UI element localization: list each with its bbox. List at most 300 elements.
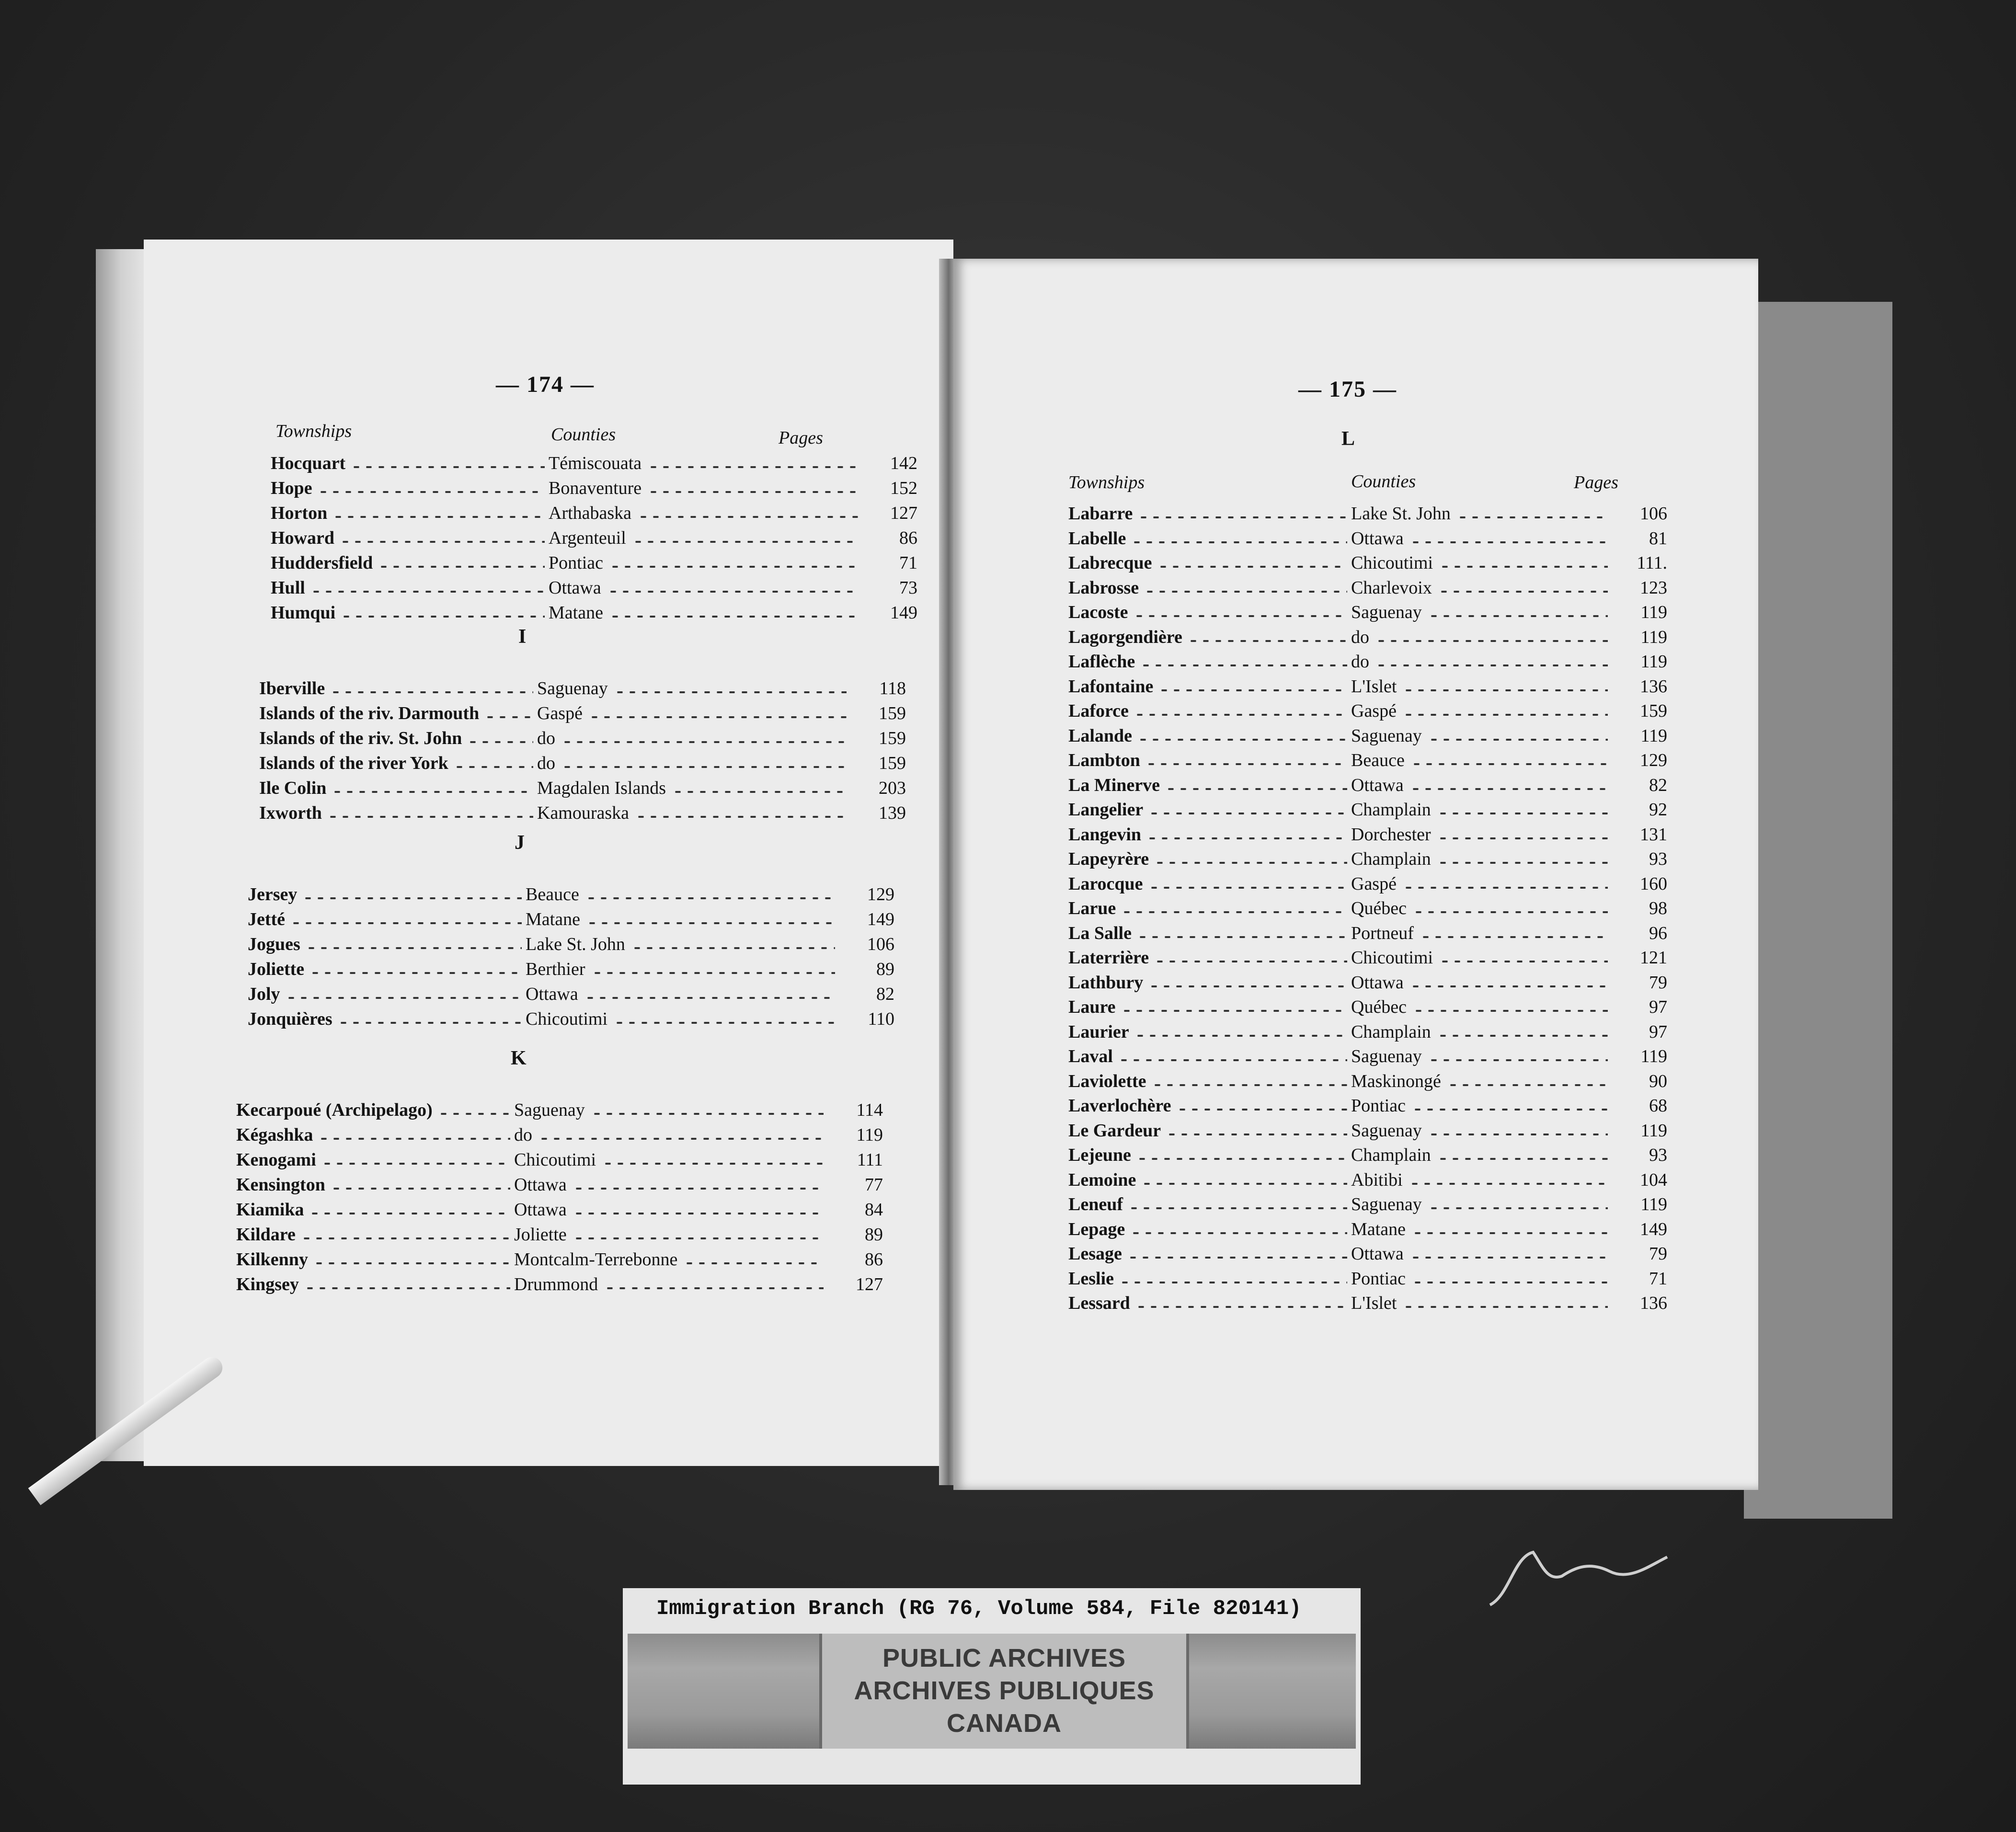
index-row bbox=[1068, 651, 1672, 676]
section-letter-k: K bbox=[511, 1047, 527, 1069]
right-header-counties: Counties bbox=[1351, 471, 1416, 492]
dot-leader bbox=[1145, 763, 1347, 765]
dot-leader bbox=[561, 741, 847, 743]
dot-leader bbox=[584, 997, 835, 999]
township-name: Ixworth bbox=[259, 803, 322, 823]
dot-leader bbox=[591, 1113, 824, 1115]
county-name: Berthier bbox=[526, 959, 585, 979]
dot-leader bbox=[304, 1287, 510, 1289]
section-letter-i: I bbox=[518, 626, 527, 648]
index-row bbox=[248, 984, 899, 1008]
dot-leader bbox=[1128, 1207, 1347, 1209]
county-name: Ottawa bbox=[1351, 1244, 1404, 1264]
index-row bbox=[248, 959, 899, 984]
dot-leader bbox=[1420, 936, 1608, 938]
index-row bbox=[1068, 898, 1672, 923]
index-row bbox=[1068, 1095, 1672, 1120]
page-ref: 104 bbox=[1640, 1169, 1667, 1190]
dot-leader bbox=[337, 1022, 522, 1024]
stamp-line-3: CANADA bbox=[947, 1709, 1062, 1738]
page-ref: 119 bbox=[1640, 1046, 1667, 1066]
dot-leader bbox=[1437, 837, 1608, 839]
index-row bbox=[1068, 552, 1672, 577]
county-name: Maskinongé bbox=[1351, 1071, 1441, 1091]
dot-leader bbox=[1133, 615, 1347, 617]
dot-leader bbox=[573, 1213, 824, 1214]
county-name: Pontiac bbox=[549, 553, 603, 573]
dot-leader bbox=[1148, 813, 1347, 814]
township-name: Laure bbox=[1068, 997, 1116, 1017]
page-ref: 129 bbox=[1640, 750, 1667, 770]
stamp-strip bbox=[628, 1634, 1356, 1749]
index-row bbox=[236, 1249, 888, 1274]
dot-leader bbox=[573, 1237, 824, 1239]
dot-leader bbox=[1154, 961, 1347, 962]
county-name: do bbox=[1351, 627, 1369, 647]
index-row bbox=[259, 753, 911, 778]
dot-leader bbox=[330, 1188, 510, 1190]
page-ref: 118 bbox=[879, 678, 906, 698]
township-name: Lambton bbox=[1068, 750, 1140, 770]
page-ref: 81 bbox=[1649, 528, 1667, 549]
page-ref: 82 bbox=[1649, 775, 1667, 795]
county-name: do bbox=[1351, 652, 1369, 672]
index-row bbox=[271, 527, 922, 552]
dot-leader bbox=[1137, 739, 1347, 741]
dot-leader bbox=[1409, 788, 1608, 790]
township-name: Iberville bbox=[259, 678, 325, 698]
county-name: Témiscouata bbox=[549, 453, 642, 473]
page-shadow bbox=[1744, 302, 1892, 1519]
index-row bbox=[236, 1199, 888, 1224]
page-ref: 119 bbox=[1640, 627, 1667, 647]
county-name: Champlain bbox=[1351, 1021, 1431, 1042]
township-name: Laviolette bbox=[1068, 1071, 1146, 1091]
index-row bbox=[1068, 725, 1672, 750]
dot-leader bbox=[1428, 739, 1608, 741]
dot-leader bbox=[1409, 541, 1608, 543]
county-name: Magdalen Islands bbox=[537, 778, 666, 798]
left-header-pages: Pages bbox=[779, 428, 823, 448]
dot-leader bbox=[1439, 961, 1608, 962]
page-ref: 77 bbox=[865, 1175, 883, 1195]
index-row bbox=[1068, 848, 1672, 873]
dot-leader bbox=[588, 716, 847, 718]
dot-leader bbox=[609, 566, 858, 568]
index-row bbox=[1068, 972, 1672, 997]
county-name: Québec bbox=[1351, 898, 1407, 918]
township-name: Lemoine bbox=[1068, 1169, 1136, 1190]
index-row bbox=[1068, 775, 1672, 800]
township-name: Laforce bbox=[1068, 701, 1129, 721]
index-row bbox=[1068, 1268, 1672, 1293]
county-name: Champlain bbox=[1351, 800, 1431, 820]
township-name: Islands of the riv. St. John bbox=[259, 728, 462, 748]
county-name: Pontiac bbox=[1351, 1096, 1406, 1116]
dot-leader bbox=[302, 897, 522, 899]
county-name: Ottawa bbox=[1351, 972, 1404, 993]
index-row bbox=[271, 552, 922, 577]
dot-leader bbox=[591, 972, 835, 974]
page-ref: 136 bbox=[1640, 676, 1667, 697]
township-name: Laflèche bbox=[1068, 652, 1135, 672]
dot-leader bbox=[1439, 566, 1608, 568]
township-name: Kensington bbox=[236, 1175, 325, 1195]
township-name: Kiamika bbox=[236, 1200, 304, 1220]
page-ref: 82 bbox=[876, 984, 894, 1004]
county-name: Lake St. John bbox=[526, 934, 625, 954]
index-row bbox=[1068, 1293, 1672, 1317]
county-name: Bonaventure bbox=[549, 478, 642, 498]
dot-leader bbox=[1409, 1183, 1608, 1185]
township-name: Laterrière bbox=[1068, 948, 1149, 968]
county-name: do bbox=[514, 1125, 532, 1145]
township-name: Joliette bbox=[248, 959, 305, 979]
township-name: Huddersfield bbox=[271, 553, 373, 573]
index-row bbox=[248, 934, 899, 959]
county-name: Montcalm-Terrebonne bbox=[514, 1249, 678, 1270]
dot-leader bbox=[1141, 1183, 1347, 1185]
county-name: Charlevoix bbox=[1351, 577, 1432, 598]
dot-leader bbox=[437, 1113, 510, 1115]
page-ref: 71 bbox=[899, 553, 917, 573]
dot-leader bbox=[1118, 1059, 1347, 1061]
page-ref: 119 bbox=[1640, 1194, 1667, 1214]
index-row bbox=[1068, 528, 1672, 553]
dot-leader bbox=[637, 516, 858, 518]
county-name: Ottawa bbox=[514, 1175, 567, 1195]
county-name: Kamouraska bbox=[537, 803, 630, 823]
dot-leader bbox=[1136, 936, 1347, 938]
left-header-counties: Counties bbox=[551, 424, 616, 445]
index-row bbox=[1068, 873, 1672, 898]
county-name: L'Islet bbox=[1351, 676, 1397, 697]
dot-leader bbox=[1410, 763, 1608, 765]
dot-leader bbox=[1411, 1282, 1608, 1283]
township-name: Lacoste bbox=[1068, 602, 1128, 622]
county-name: Gaspé bbox=[1351, 701, 1397, 721]
dot-leader bbox=[1437, 1035, 1608, 1037]
index-row bbox=[1068, 1046, 1672, 1071]
township-name: Labarre bbox=[1068, 504, 1133, 524]
page-ref: 79 bbox=[1649, 1244, 1667, 1264]
county-name: Abitibi bbox=[1351, 1169, 1403, 1190]
township-name: Kégashka bbox=[236, 1125, 313, 1145]
county-name: Saguenay bbox=[1351, 1046, 1422, 1066]
dot-leader bbox=[1402, 714, 1608, 716]
index-row bbox=[1068, 750, 1672, 775]
county-name: Chicoutimi bbox=[1351, 553, 1433, 573]
index-row bbox=[1068, 1120, 1672, 1145]
township-name: Islands of the river York bbox=[259, 753, 448, 773]
page-ref: 110 bbox=[868, 1009, 894, 1029]
page-ref: 159 bbox=[879, 703, 906, 723]
section-letter-l: L bbox=[1341, 428, 1355, 450]
index-row bbox=[236, 1224, 888, 1249]
scribble-mark bbox=[1480, 1538, 1672, 1614]
dot-leader bbox=[585, 897, 835, 899]
dot-leader bbox=[1428, 1207, 1608, 1209]
county-name: Champlain bbox=[1351, 849, 1431, 869]
dot-leader bbox=[647, 491, 858, 493]
township-name: Laval bbox=[1068, 1046, 1113, 1066]
index-row bbox=[248, 884, 899, 909]
dot-leader bbox=[1447, 1084, 1608, 1086]
index-row bbox=[1068, 676, 1672, 701]
page-ref: 71 bbox=[1649, 1268, 1667, 1289]
page-ref: 152 bbox=[890, 478, 917, 498]
dot-leader bbox=[1402, 1306, 1608, 1308]
page-ref: 111 bbox=[857, 1150, 883, 1170]
page-ref: 131 bbox=[1640, 824, 1667, 845]
dot-leader bbox=[309, 1213, 510, 1214]
dot-leader bbox=[350, 466, 545, 468]
township-name: Kingsey bbox=[236, 1274, 299, 1294]
county-name: Dorchester bbox=[1351, 824, 1431, 845]
dot-leader bbox=[1119, 1282, 1347, 1283]
page-ref: 86 bbox=[865, 1249, 883, 1270]
county-name: Ottawa bbox=[1351, 775, 1404, 795]
county-name: Pontiac bbox=[1351, 1268, 1406, 1289]
index-row bbox=[1068, 923, 1672, 948]
dot-leader bbox=[313, 1262, 510, 1264]
township-name: Jogues bbox=[248, 934, 300, 954]
township-name: Kecarpoué (Archipelago) bbox=[236, 1100, 433, 1120]
dot-leader bbox=[1165, 788, 1347, 790]
township-name: Hull bbox=[271, 578, 305, 598]
dot-leader bbox=[1412, 911, 1608, 913]
page-ref: 84 bbox=[865, 1200, 883, 1220]
index-row bbox=[1068, 1194, 1672, 1219]
dot-leader bbox=[339, 541, 545, 543]
dot-leader bbox=[285, 997, 522, 999]
dot-leader bbox=[1134, 714, 1347, 716]
dot-leader bbox=[1437, 862, 1608, 864]
township-name: Ile Colin bbox=[259, 778, 327, 798]
dot-leader bbox=[613, 1022, 835, 1024]
index-row bbox=[236, 1149, 888, 1174]
page-ref: 68 bbox=[1649, 1096, 1667, 1116]
page-ref: 89 bbox=[876, 959, 894, 979]
page-ref: 119 bbox=[1640, 725, 1667, 746]
county-name: Joliette bbox=[514, 1225, 567, 1245]
index-row bbox=[259, 802, 911, 827]
index-row bbox=[271, 453, 922, 478]
township-name: Islands of the riv. Darmouth bbox=[259, 703, 480, 723]
right-page bbox=[953, 259, 1758, 1490]
index-row bbox=[1068, 799, 1672, 824]
index-row bbox=[1068, 1243, 1672, 1268]
page-ref: 119 bbox=[856, 1125, 883, 1145]
page-ref: 149 bbox=[1640, 1219, 1667, 1239]
dot-leader bbox=[1402, 689, 1608, 691]
page-ref: 90 bbox=[1649, 1071, 1667, 1091]
page-ref: 86 bbox=[899, 528, 917, 548]
county-name: Gaspé bbox=[537, 703, 583, 723]
county-name: Champlain bbox=[1351, 1145, 1431, 1165]
index-row bbox=[259, 778, 911, 802]
township-name: Langelier bbox=[1068, 800, 1144, 820]
township-name: Hocquart bbox=[271, 453, 346, 473]
township-name: La Minerve bbox=[1068, 775, 1160, 795]
stamp-line-2: ARCHIVES PUBLIQUES bbox=[854, 1676, 1155, 1705]
stamp-line-1: PUBLIC ARCHIVES bbox=[882, 1644, 1126, 1672]
county-name: Saguenay bbox=[1351, 602, 1422, 622]
dot-leader bbox=[1148, 985, 1347, 987]
township-name: Lagorgendière bbox=[1068, 627, 1182, 647]
dot-leader bbox=[1412, 1010, 1608, 1012]
dot-leader bbox=[1151, 1084, 1347, 1086]
page-ref: 139 bbox=[879, 803, 906, 823]
dot-leader bbox=[635, 816, 847, 818]
page-ref: 97 bbox=[1649, 1021, 1667, 1042]
dot-leader bbox=[604, 1287, 824, 1289]
index-row bbox=[271, 577, 922, 602]
index-row bbox=[1068, 1219, 1672, 1244]
right-header-pages: Pages bbox=[1574, 472, 1618, 492]
dot-leader bbox=[331, 791, 533, 793]
dot-leader bbox=[573, 1188, 824, 1190]
dot-leader bbox=[453, 766, 533, 768]
index-row bbox=[1068, 1169, 1672, 1194]
township-name: Larocque bbox=[1068, 873, 1143, 894]
county-name: Chicoutimi bbox=[526, 1009, 607, 1029]
dot-leader bbox=[1402, 887, 1608, 889]
dot-leader bbox=[538, 1138, 824, 1140]
township-name: Laverlochère bbox=[1068, 1096, 1171, 1116]
dot-leader bbox=[1134, 1035, 1347, 1037]
page-ref: 119 bbox=[1640, 1120, 1667, 1141]
dot-leader bbox=[672, 791, 847, 793]
county-name: do bbox=[537, 728, 555, 748]
dot-leader bbox=[607, 591, 858, 593]
dot-leader bbox=[1157, 566, 1347, 568]
township-name: Joly bbox=[248, 984, 280, 1004]
dot-leader bbox=[340, 616, 545, 618]
township-name: Lapeyrère bbox=[1068, 849, 1149, 869]
dot-leader bbox=[1154, 862, 1347, 864]
county-name: Lake St. John bbox=[1351, 504, 1451, 524]
township-name: Lalande bbox=[1068, 725, 1133, 746]
dot-leader bbox=[1144, 591, 1347, 593]
dot-leader bbox=[321, 1163, 510, 1165]
county-name: Chicoutimi bbox=[1351, 948, 1433, 968]
county-name: Gaspé bbox=[1351, 873, 1397, 894]
right-page-number: — 175 — bbox=[1298, 377, 1397, 402]
county-name: Portneuf bbox=[1351, 923, 1414, 943]
page-ref: 129 bbox=[867, 884, 894, 905]
index-row bbox=[1068, 627, 1672, 652]
county-name: Saguenay bbox=[537, 678, 608, 698]
township-name: Le Gardeur bbox=[1068, 1120, 1161, 1141]
dot-leader bbox=[561, 766, 847, 768]
dot-leader bbox=[1187, 640, 1347, 642]
dot-leader bbox=[300, 1237, 510, 1239]
page-ref: 111. bbox=[1637, 553, 1667, 573]
left-page-number: — 174 — bbox=[496, 372, 595, 397]
dot-leader bbox=[1131, 541, 1347, 543]
dot-leader bbox=[1140, 664, 1347, 666]
page-ref: 149 bbox=[867, 909, 894, 929]
township-name: Lessard bbox=[1068, 1293, 1130, 1313]
index-row bbox=[1068, 1145, 1672, 1169]
dot-leader bbox=[1411, 1109, 1608, 1111]
township-name: Kenogami bbox=[236, 1150, 316, 1170]
dot-leader bbox=[647, 466, 858, 468]
township-name: Hope bbox=[271, 478, 312, 498]
left-page bbox=[144, 240, 953, 1466]
index-row bbox=[236, 1099, 888, 1124]
index-row bbox=[236, 1124, 888, 1149]
index-row bbox=[248, 909, 899, 934]
township-name: Laurier bbox=[1068, 1021, 1129, 1042]
page-ref: 119 bbox=[1640, 602, 1667, 622]
township-name: Lathbury bbox=[1068, 972, 1144, 993]
township-name: Kildare bbox=[236, 1225, 296, 1245]
county-name: Matane bbox=[1351, 1219, 1406, 1239]
township-name: Horton bbox=[271, 503, 328, 523]
index-row bbox=[271, 602, 922, 627]
county-name: Saguenay bbox=[514, 1100, 585, 1120]
dot-leader bbox=[317, 491, 545, 493]
dot-leader bbox=[614, 691, 847, 693]
county-name: Drummond bbox=[514, 1274, 598, 1294]
page-ref: 159 bbox=[1640, 701, 1667, 721]
dot-leader bbox=[1438, 591, 1608, 593]
dot-leader bbox=[484, 716, 533, 718]
county-name: Ottawa bbox=[549, 578, 601, 598]
index-row bbox=[259, 678, 911, 703]
dot-leader bbox=[309, 972, 522, 974]
dot-leader bbox=[327, 816, 533, 818]
township-name: Labelle bbox=[1068, 528, 1126, 549]
archive-label bbox=[623, 1588, 1361, 1785]
page-ref: 106 bbox=[867, 934, 894, 954]
dot-leader bbox=[683, 1262, 824, 1264]
page-ref: 73 bbox=[899, 578, 917, 598]
index-row bbox=[1068, 1021, 1672, 1046]
county-name: Arthabaska bbox=[549, 503, 632, 523]
dot-leader bbox=[1375, 640, 1608, 642]
township-name: Lejeune bbox=[1068, 1145, 1131, 1165]
township-name: Jetté bbox=[248, 909, 286, 929]
page-ref: 203 bbox=[879, 778, 906, 798]
page-ref: 159 bbox=[879, 728, 906, 748]
dot-leader bbox=[1136, 1158, 1347, 1160]
dot-leader bbox=[378, 566, 545, 568]
county-name: Saguenay bbox=[1351, 725, 1422, 746]
dot-leader bbox=[318, 1138, 510, 1140]
township-name: Leneuf bbox=[1068, 1194, 1123, 1214]
county-name: Argenteuil bbox=[549, 528, 626, 548]
index-row bbox=[1068, 996, 1672, 1021]
dot-leader bbox=[1409, 985, 1608, 987]
index-row bbox=[1068, 947, 1672, 972]
county-name: Beauce bbox=[526, 884, 579, 905]
county-name: Beauce bbox=[1351, 750, 1405, 770]
dot-leader bbox=[602, 1163, 824, 1165]
dot-leader bbox=[1437, 813, 1608, 814]
township-name: Lesage bbox=[1068, 1244, 1122, 1264]
dot-leader bbox=[609, 616, 858, 618]
page-ref: 127 bbox=[890, 503, 917, 523]
page-ref: 136 bbox=[1640, 1293, 1667, 1313]
page-ref: 106 bbox=[1640, 504, 1667, 524]
township-name: Larue bbox=[1068, 898, 1116, 918]
dot-leader bbox=[1127, 1257, 1347, 1259]
index-row bbox=[236, 1174, 888, 1199]
dot-leader bbox=[1135, 1306, 1347, 1308]
